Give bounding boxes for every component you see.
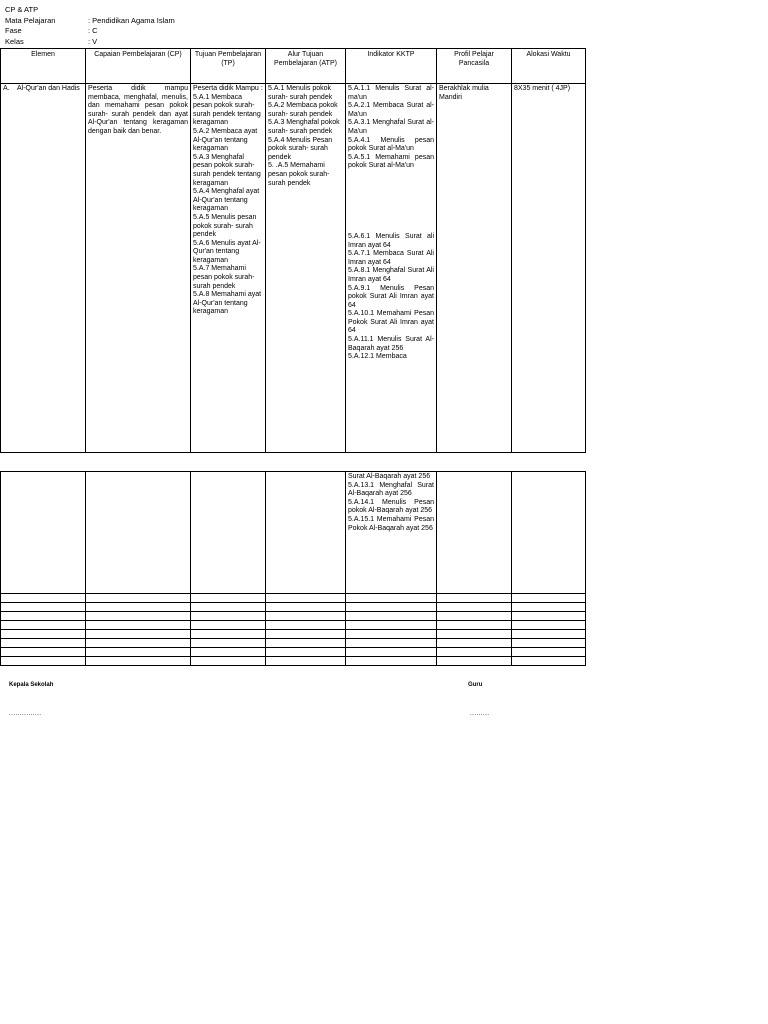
cell-elemen (1, 84, 86, 453)
kktp-item: 5.A.11.1 Menulis Surat Al-Baqarah ayat 256 (348, 336, 434, 352)
cp-atp-table (0, 48, 586, 453)
table-header-row (1, 49, 586, 84)
tp-item: 5.A.6 Menulis ayat Al-Qur'an tentang keragaman (193, 239, 261, 264)
kktp-item: 5.A.10.1 Memahami Pesan Pokok Surat Ali Imran ayat 64 (348, 310, 434, 335)
empty-row (1, 657, 586, 666)
kktp-item: 5.A.4.1 Menulis pesan pokok Surat al-Ma'un (348, 136, 434, 153)
atp-item: 5.A.1 Menulis pokok surah- surah pendek (268, 85, 333, 101)
column-header-profil: Profil Pelajar Pancasila (437, 49, 512, 84)
cell-profil: Berakhlak mulia Mandiri (437, 84, 512, 453)
cell-atp (266, 84, 346, 453)
empty-row (1, 612, 586, 621)
continuation-table (0, 471, 586, 666)
tp-item: 5.A.3 Menghafal pesan pokok surah- surah pendek tentang keragaman (193, 153, 261, 187)
table-row (1, 472, 586, 594)
table-row (1, 84, 586, 453)
signature-dots-right: ......... (470, 711, 490, 717)
header-row-mata-pelajaran (5, 16, 175, 27)
column-header-cp: Capaian Pembelajaran (CP) (86, 49, 191, 84)
elemen-letter: A. (3, 85, 10, 92)
empty-row (1, 639, 586, 648)
kktp-item: 5.A.7.1 Membaca Surat Ali Imran ayat 64 (348, 250, 434, 266)
header-label: Kelas (5, 36, 24, 46)
document-title: CP & ATP (5, 5, 39, 14)
document-header (5, 5, 175, 47)
empty-row (1, 648, 586, 657)
column-header-tp: Tujuan Pembelajaran (TP) (191, 49, 266, 84)
tp-item: Peserta didik Mampu : (193, 85, 263, 92)
empty-row (1, 594, 586, 603)
atp-item: 5.A.2 Membaca pokok surah- surah pendek (268, 102, 338, 118)
signature-dots-left: ............... (9, 711, 42, 717)
kktp-item: 5.A.3.1 Menghafal Surat al-Ma'un (348, 119, 434, 135)
column-header-elemen: Elemen (1, 49, 86, 84)
tp-item: 5.A.5 Menulis pesan pokok surah- surah pendek (193, 213, 257, 239)
tp-item: 5.A.7 Memahami pesan pokok surah- surah pendek (193, 265, 255, 290)
header-value: : C (88, 26, 98, 35)
empty-row (1, 621, 586, 630)
empty-row (1, 630, 586, 639)
empty-row (1, 603, 586, 612)
kepala-sekolah-label: Kepala Sekolah (9, 682, 54, 688)
header-value: : V (88, 36, 98, 46)
cell-kktp-continued (346, 472, 437, 594)
kktp-item: 5.A.9.1 Menulis Pesan pokok Surat Ali Imran ayat 64 (348, 284, 434, 309)
atp-item: 5. .A.5 Memahami pesan pokok surah- surah pendek (268, 162, 330, 187)
column-header-kktp: Indikator KKTP (346, 49, 437, 84)
kktp-item: 5.A.13.1 Menghafal Surat Al-Baqarah ayat 256 (348, 481, 434, 498)
kktp-item: 5.A.5.1 Memahami pesan pokok Surat al-Ma'un (348, 153, 434, 170)
column-header-atp: Alur Tujuan Pembelajaran (ATP) (266, 49, 346, 84)
cell-alokasi: 8X35 menit ( 4JP) (512, 84, 586, 453)
kktp-item: 5.A.15.1 Memahami Pesan Pokok Al-Baqarah ayat 256 (348, 515, 434, 532)
tp-item: 5.A.4 Menghafal ayat Al-Qur'an tentang keragaman (193, 188, 260, 213)
kktp-item: 5.A.8.1 Menghafal Surat Ali Imran ayat 64 (348, 267, 434, 283)
header-value: : Pendidikan Agama Islam (88, 15, 175, 25)
elemen-text: Al-Qur'an dan Hadis (17, 85, 80, 92)
kktp-item: 5.A.14.1 Menulis Pesan pokok Al-Baqarah ayat 256 (348, 498, 434, 515)
header-label: Mata Pelajaran (5, 15, 56, 25)
kktp-item: Surat Al-Baqarah ayat 256 (348, 473, 431, 480)
kktp-item: 5.A.2.1 Membaca Surat al-Ma'un (348, 102, 434, 118)
column-header-alokasi: Alokasi Waktu (512, 49, 586, 84)
cell-kktp (346, 84, 437, 453)
kktp-item: 5.A.1.1 Menulis Surat al-ma'un (348, 85, 434, 101)
cell-cp: Peserta didik mampu membaca, menghafal, menulis, dan memahami pesan pokok surah- surah pendek dan ayat Al-Qur'an tentang keragaman dengan baik dan benar. (86, 84, 191, 453)
header-label: Fase (5, 26, 22, 35)
header-row-fase (5, 26, 175, 37)
kktp-item: 5.A.12.1 Membaca (348, 353, 407, 361)
kktp-item: 5.A.6.1 Menulis Surat ali Imran ayat 64 (348, 232, 434, 249)
tp-item: 5.A.2 Membaca ayat Al-Qur'an tentang keragaman (193, 127, 258, 153)
header-row-kelas (5, 37, 175, 48)
tp-item: 5.A.8 Memahami ayat Al-Qur'an tentang keragaman (193, 291, 262, 316)
guru-label: Guru (468, 682, 483, 688)
tp-item: 5.A.1 Membaca pesan pokok surah- surah pendek tentang keragaman (193, 93, 261, 127)
atp-item: 5.A.4 Menulis Pesan pokok surah- surah pendek (268, 136, 333, 161)
cell-tp (191, 84, 266, 453)
atp-item: 5.A.3 Menghafal pokok surah- surah pendek (268, 119, 340, 135)
